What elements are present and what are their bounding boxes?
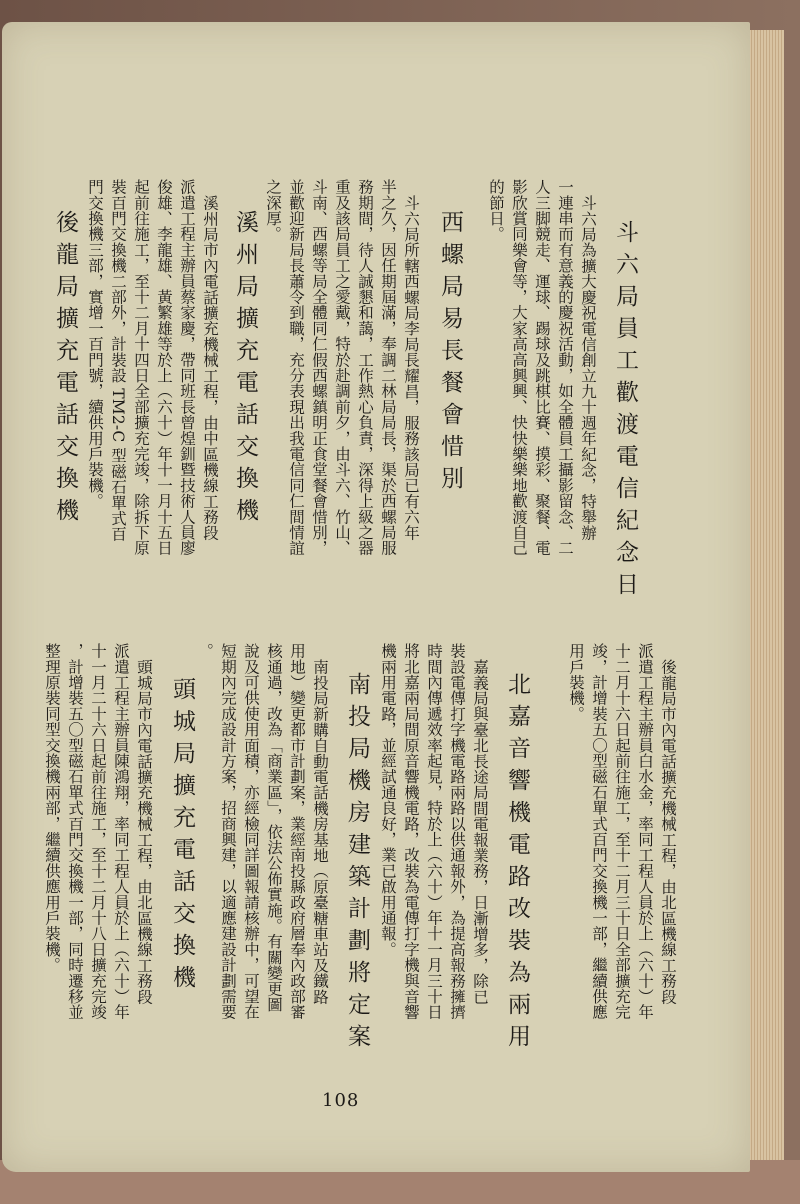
article-line: 人三脚競走、運球、踢球及跳棋比賽、摸彩、聚餐、電	[533, 179, 551, 556]
article-line: 俊雄、李龍雄、黃繁雄等於上（六十）年十一月十五日	[155, 179, 173, 556]
article-line: 核通過，改為「商業區」，依法公佈實施。有關變更圖	[265, 643, 283, 1013]
article-line: ，計增裝五〇型磁石單式百門交換機一部，同時遷移並	[66, 643, 84, 1020]
article-line: 頭城局市內電話擴充機械工程，由北區機線工務段	[135, 659, 153, 1005]
article-line: 時間內傳遞效率起見，特於上（六十）年十一月三十日	[425, 643, 443, 1020]
article-title: 後龍局擴充電話交換機	[52, 210, 78, 530]
article-title: 南投局機房建築計劃將定案	[344, 672, 370, 1056]
article-line: 裝百門交換機二部外，計裝設 TM2-C 型磁石單式百	[109, 179, 127, 542]
article-line: 門交換機三部，實增一百門號，續供用戶裝機。	[86, 179, 104, 509]
article-line: 影欣賞同樂會等，大家高高興興、快快樂樂地歡渡自己	[510, 179, 528, 556]
article-line: 用戶裝機。	[567, 643, 585, 722]
article-line: 後龍局市內電話擴充機械工程，由北區機線工務段	[659, 659, 677, 1005]
article-line: 說及可供使用面積，亦經檢同詳圖報請核辦中，可望在	[242, 643, 260, 1020]
article-line: 南投局新購自動電話機房基地（原臺糖車站及鐵路	[311, 659, 329, 1005]
article-line: 十二月十六日起前往施工，至十二月三十日全部擴充完	[613, 643, 631, 1020]
article-title: 北嘉音響機電路改裝為兩用	[504, 672, 530, 1056]
article-line: 用地）變更都市計劃案，業經南投縣政府層奉內政部審	[288, 643, 306, 1020]
page-number: 108	[322, 1090, 360, 1111]
article-line: 半之久，因任期屆滿，奉調二林局局長，渠於西螺局服	[379, 179, 397, 556]
article-line: 。	[196, 643, 214, 659]
article-line: 起前往施工，至十二月十四日全部擴充完竣，除拆下原	[132, 179, 150, 556]
article-line: 溪州局市內電話擴充機械工程，由中區機線工務段	[201, 195, 219, 541]
article-line: 派遣工程主辦員白水金，率同工程人員於上（六十）年	[636, 643, 654, 1020]
article-line: 派遣工程主辦員陳鴻翔，率同工程人員於上（六十）年	[112, 643, 130, 1020]
article-line: 一連串而有意義的慶祝活動，如全體員工攝影留念、二	[556, 179, 574, 556]
article-line: 斗六局所轄西螺局李局長耀昌，服務該局已有六年	[402, 195, 420, 541]
article-line: 整理原裝同型交換機兩部，繼續供應用戶裝機。	[43, 643, 61, 973]
article-line: 斗六局為擴大慶祝電信創立九十週年紀念，特舉辦	[579, 195, 597, 541]
article-line: 裝設電傳打字機電路兩路以供通報外，為提高報務擁擠	[448, 643, 466, 1020]
article-line: 重及該局員工之愛戴，特於赴調前夕，由斗六、竹山、	[333, 179, 351, 556]
article-line: 務期間，待人誠懇和藹，工作熱心負責，深得上級之器	[356, 179, 374, 556]
article-line: 竣，計增裝五〇型磁石單式百門交換機一部，繼續供應	[590, 643, 608, 1020]
article-line: 將北嘉兩局間原音響機電路，改裝為電傳打字機與音響	[402, 643, 420, 1020]
article-title: 溪州局擴充電話交換機	[232, 210, 258, 530]
document-page	[2, 22, 750, 1172]
article-line: 之深厚。	[264, 179, 282, 242]
article-line: 並歡迎新局長蕭令到職，充分表現出我電信同仁間情誼	[287, 179, 305, 556]
article-line: 短期內完成設計方案，招商興建，以適應建設計劃需要	[219, 643, 237, 1020]
article-line: 的節日。	[487, 179, 505, 242]
article-line: 斗南、西螺等局全體同仁假西螺鎮明正食堂餐會惜別，	[310, 179, 328, 556]
article-line: 派遣工程主辦員蔡家慶，帶同班長曾煌釧暨技術人員廖	[178, 179, 196, 556]
article-line: 機兩用電路，並經試通良好，業已啟用通報。	[379, 643, 397, 957]
article-line: 十一月二十六日起前往施工，至十二月十八日擴充完竣	[89, 643, 107, 1020]
article-title: 斗六局員工歡渡電信紀念日	[612, 220, 638, 604]
article-title: 西螺局易長餐會惜別	[437, 210, 463, 498]
article-title: 頭城局擴充電話交換機	[169, 677, 195, 997]
article-line: 嘉義局與臺北長途局間電報業務，日漸增多，除已	[471, 659, 489, 1005]
